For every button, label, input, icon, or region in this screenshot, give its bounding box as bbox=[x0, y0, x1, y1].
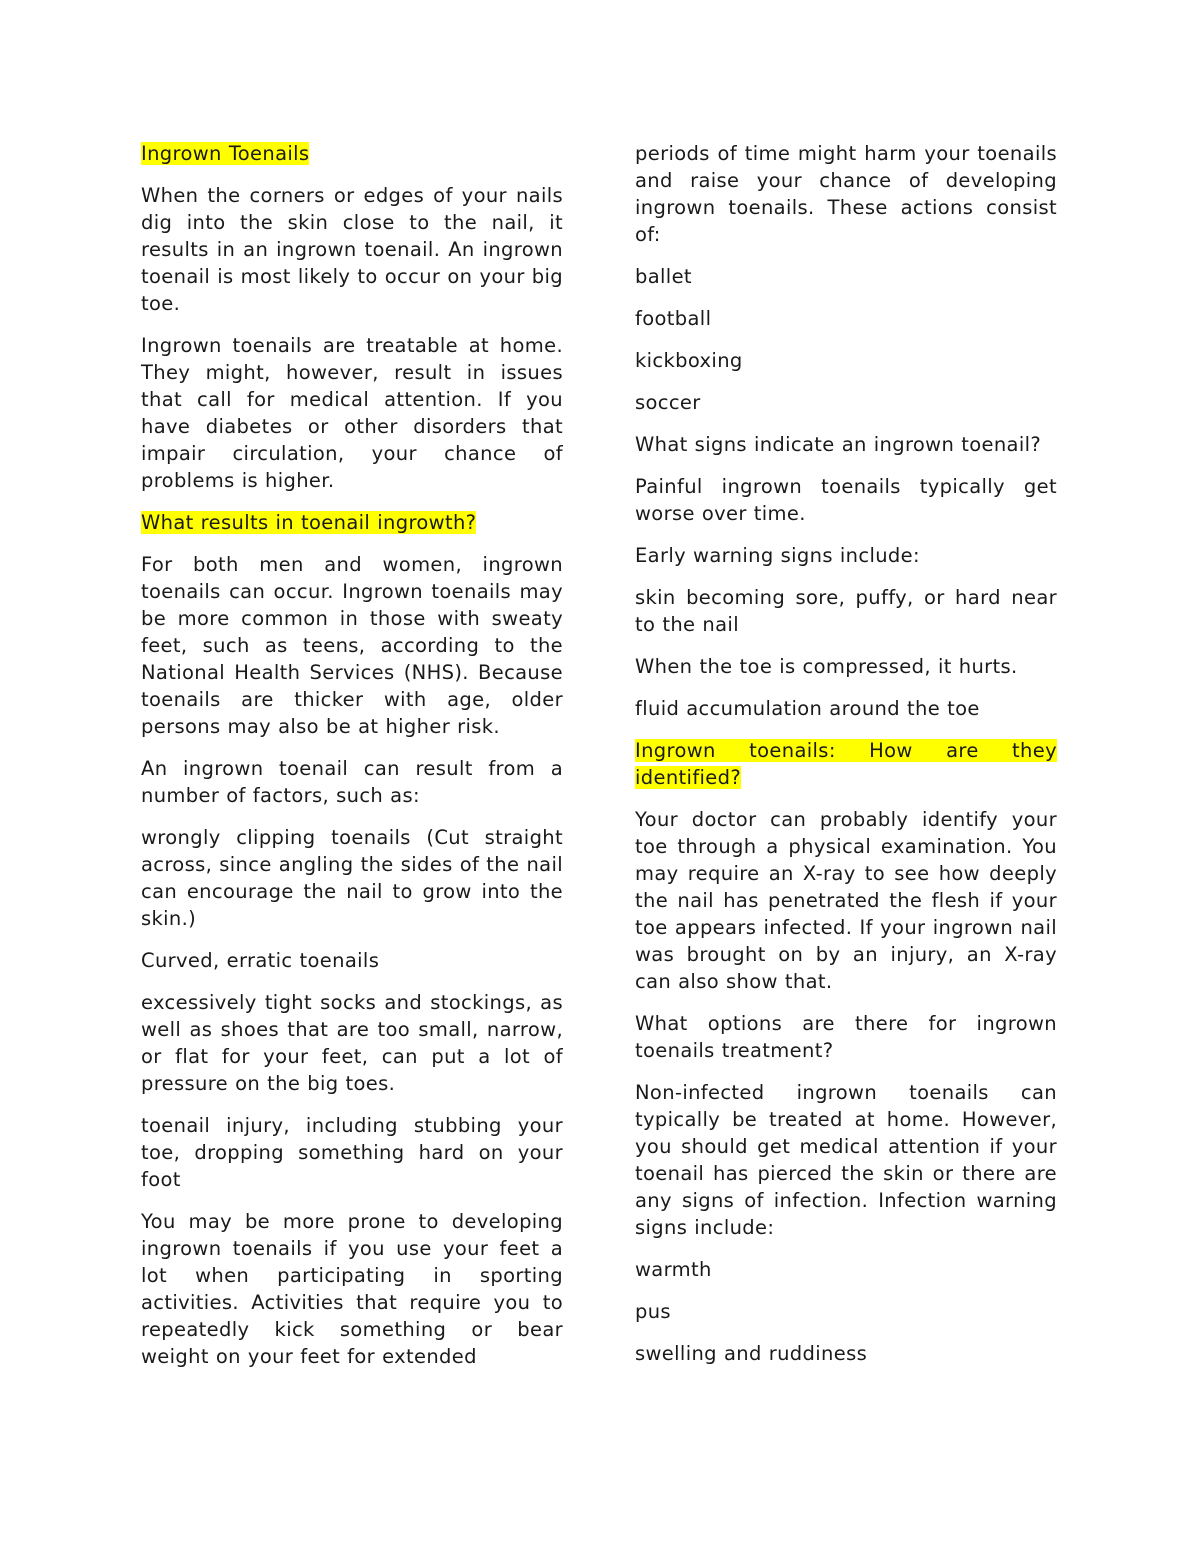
highlighted-heading-text: Ingrown toenails: How are they identified? bbox=[635, 739, 1057, 789]
section-heading-heading-ingrown-toenails bbox=[141, 140, 563, 167]
list-item-infection-warmth: warmth bbox=[635, 1258, 712, 1281]
paragraph-factor-clipping: wrongly clipping toenails (Cut straight across, since angling the sides of the nail can encourage the nail to grow into the skin.) bbox=[141, 826, 563, 930]
paragraph-factor-injury: toenail injury, including stubbing your toe, dropping something hard on your foot bbox=[141, 1114, 563, 1191]
list-item-sign-fluid: fluid accumulation around the toe bbox=[635, 697, 980, 720]
paragraph-factor-socks: excessively tight socks and stockings, as well as shoes that are too small, narrow, or flat for your feet, can put a lot of pressure on the big toes. bbox=[141, 991, 563, 1095]
paragraph-signs-worse: Painful ingrown toenails typically get worse over time. bbox=[635, 475, 1057, 525]
paragraph-treatment-home: Non-infected ingrown toenails can typically be treated at home. However, you should get medical attention if your toenail has pierced the skin or there are any signs of infection. Infection warning signs include: bbox=[635, 1081, 1057, 1239]
list-item-activity-football: football bbox=[635, 307, 712, 330]
list-item-factor-curved: Curved, erratic toenails bbox=[141, 949, 380, 972]
list-item-activity-kickboxing: kickboxing bbox=[635, 349, 743, 372]
list-item-infection-pus: pus bbox=[635, 1300, 671, 1323]
highlighted-heading-text: What results in toenail ingrowth? bbox=[141, 511, 477, 534]
paragraph-sports-cont: periods of time might harm your toenails and raise your chance of developing ingrown toenails. These actions consist of: bbox=[635, 142, 1057, 246]
paragraph-causes-intro: For both men and women, ingrown toenails can occur. Ingrown toenails may be more common in those with sweaty feet, such as teens, according to the National Health Services (NHS). Because toenails are thicker with age, older persons may also be at higher risk. bbox=[141, 553, 563, 738]
list-item-sign-compressed: When the toe is compressed, it hurts. bbox=[635, 655, 1018, 678]
list-item-early-signs: Early warning signs include: bbox=[635, 544, 920, 567]
left-column bbox=[141, 140, 563, 1385]
list-item-infection-swelling: swelling and ruddiness bbox=[635, 1342, 868, 1365]
list-item-activity-soccer: soccer bbox=[635, 391, 701, 414]
paragraph-diagnosis: Your doctor can probably identify your toe through a physical examination. You may require an X-ray to see how deeply the nail has penetrated the flesh if your toe appears infected. If your ingrown nail was brought on by an injury, an X-ray can also show that. bbox=[635, 808, 1057, 993]
paragraph-treatment-question: What options are there for ingrown toenails treatment? bbox=[635, 1012, 1057, 1062]
paragraph-sign-skin: skin becoming sore, puffy, or hard near to the nail bbox=[635, 586, 1057, 636]
right-column bbox=[635, 140, 1057, 1382]
paragraph-treatable: Ingrown toenails are treatable at home. They might, however, result in issues that call for medical attention. If you have diabetes or other disorders that impair circulation, your chance of problems is higher. bbox=[141, 334, 563, 492]
paragraph-intro: When the corners or edges of your nails dig into the skin close to the nail, it results in an ingrown toenail. An ingrown toenail is most likely to occur on your big toe. bbox=[141, 184, 563, 315]
highlighted-heading-text: Ingrown Toenails bbox=[141, 142, 310, 165]
paragraph-factors-intro: An ingrown toenail can result from a number of factors, such as: bbox=[141, 757, 563, 807]
paragraph-sports: You may be more prone to developing ingrown toenails if you use your feet a lot when participating in sporting activities. Activities that require you to repeatedly kick something or bear weight on your feet for extended bbox=[141, 1210, 563, 1368]
list-item-activity-ballet: ballet bbox=[635, 265, 692, 288]
paragraph-signs-question: What signs indicate an ingrown toenail? bbox=[635, 433, 1042, 456]
section-heading-heading-causes bbox=[141, 509, 563, 536]
section-heading-heading-identified bbox=[635, 737, 1057, 791]
